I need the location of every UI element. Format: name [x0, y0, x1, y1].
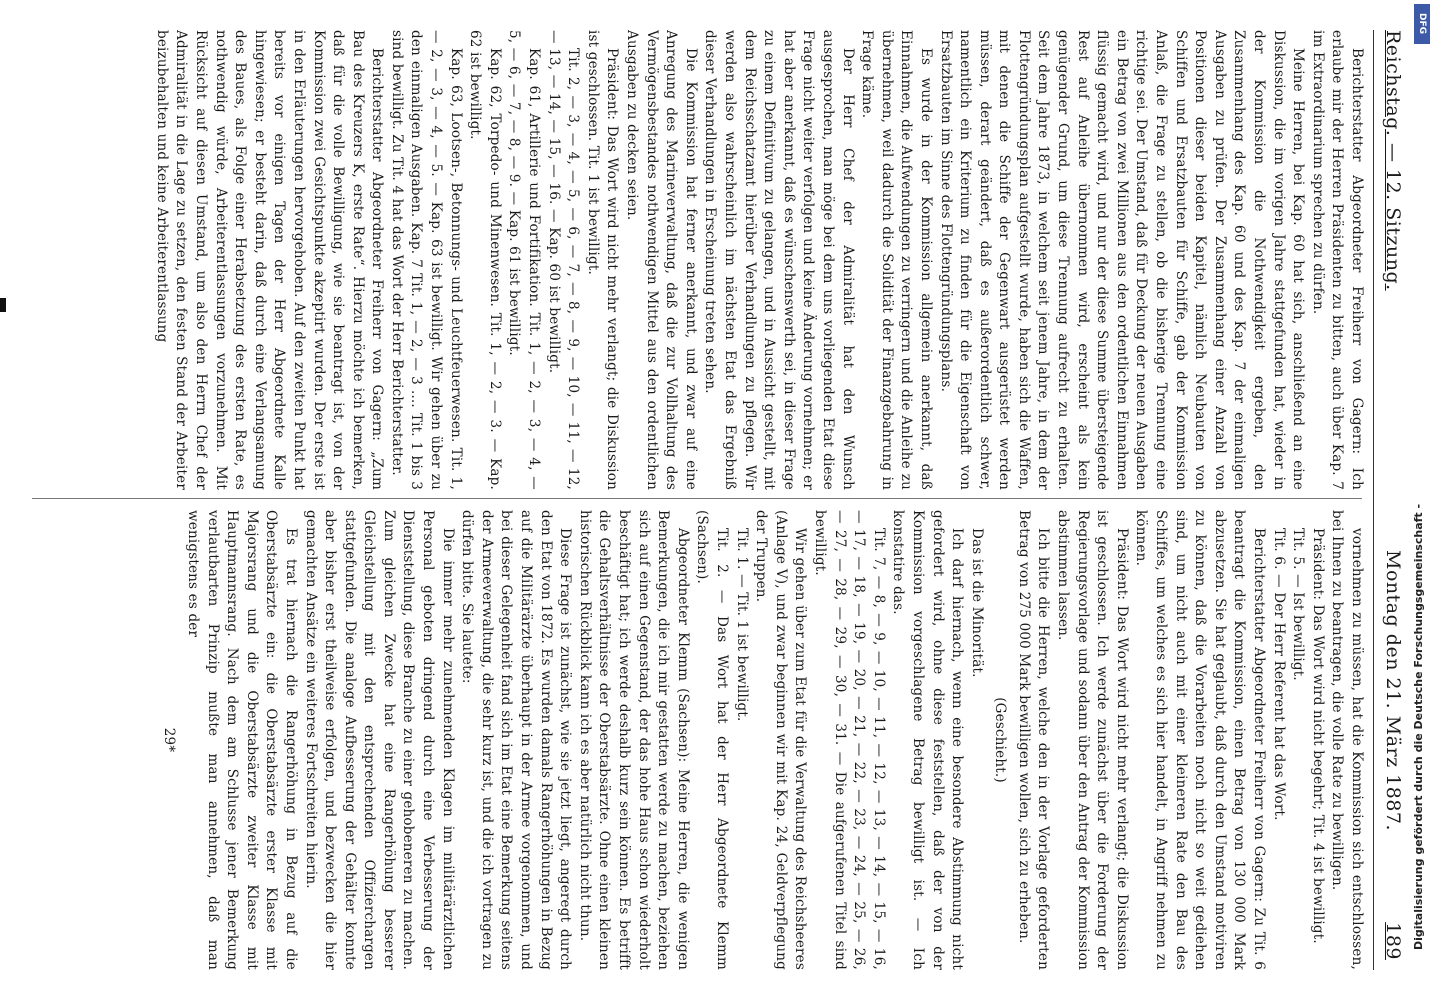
- paragraph: Tit. 2, — 3, — 4, — 5, — 6, — 7, — 8, — 9, — 10, — 11, — 12, — 13, — 14, — 15, — 16. — Kap. 60 ist bewilligt.: [545, 30, 582, 490]
- header-session: Reichstag. — 12. Sitzung.: [1382, 30, 1404, 291]
- paragraph: Es trat hiernach die Rangerhöhung in Bezug auf die Oberstabsärzte ein: die Oberstabsärzte erster Klasse mit Majorsrang und die Oberstabsärzte zweiter Klasse mit Hauptmannsrang. Nach dem am Schlusse jener Bemerkung verlautbarten Prinzip mußte man annehmen, daß man wenigstens es der: [184, 510, 299, 970]
- paragraph: Kap. 61, Artillerie und Fortifikation. Tit. 1, — 2, — 3, — 4, — 5, — 6, — 7, — 8, — 9. — Kap. 61 ist bewilligt.: [506, 30, 543, 490]
- paragraph: Kap. 62, Torpedo- und Minenwesen. Tit. 1, — 2, — 3. — Kap. 62 ist bewilligt.: [467, 30, 503, 490]
- paragraph: Berichterstatter Abgeordneter Freiherr von Gagern: „Zum Bau des Kreuzers K, erste Rate“. Hierzu möchte ich bemerken, daß für die volle Bewilligung, wie sie beantragt ist, von der Kommission zwei Gesichtspunkte akzeptirt wurden. Der erste ist in den Erläuterungen hervorgehoben. Auf den zweiten Punkt hat bereits vor einigen Tagen der Herr Abgeordnete Kalle hingewiesen; er besteht darin, daß durch eine Verlangsamung des Baues, als Folge einer Herabsetzung des ersten Rate, es nothwendig würde, Arbeiterentlassungen vorzunehmen. Mit Rücksicht auf diesen Umstand, um also den Herrn Chef der Admiralität in die Lage zu setzen, den festen Stand der Arbeiter beizubehalten und keine Arbeiterentlassung: [153, 30, 386, 490]
- paragraph: Die immer mehr zunehmenden Klagen im militärärztlichen Personal geboten dringend durch eine Verbesserung der Dienststellung, diese Branche zu einer gehobeneren zu machen. Zum gleichen Zwecke hat eine Rangerhöhung besserer Gleichstellung mit den entsprechenden Offizierchargen stattgefunden. Die analoge Aufbesserung der Gehälter konnte aber bisher erst theilweise erfolgen, und bezwecken die hier gemachten Ansätze ein weiteres Fortschreiten hierin.: [302, 510, 456, 970]
- header-date: Montag den 21. März 1887.: [1382, 550, 1404, 832]
- page-number: 189: [1382, 922, 1404, 960]
- credit-text: Digitalisierung gefördert durch die Deutsche Forschungsgemeinschaft -: [1412, 503, 1425, 950]
- paragraph: Wir gehen über zum Etat für die Verwaltung des Reichsheeres (Anlage V), und zwar beginnen wir mit Kap. 24, Geldverpflegung der Truppen.: [753, 510, 809, 970]
- paragraph: Tit. 2. — Das Wort hat der Herr Abgeordnete Klemm (Sachsen).: [694, 510, 730, 970]
- paragraph: Präsident: Das Wort wird nicht mehr verlangt; die Diskussion ist geschlossen. Ich werde zunächst über die Forderung der Regierungsvorlage und sodann über den Antrag der Kommission abstimmen lassen.: [1055, 510, 1130, 970]
- paragraph: Es wurde in der Kommission allgemein anerkannt, daß Einnahmen, die Aufwendungen zu verringern und die Anleihe zu übernehmen, weil dadurch die Solidität der Finanzgebahrung in Frage käme.: [859, 30, 934, 490]
- paragraph: 29*: [161, 727, 178, 753]
- paragraph: Ich darf hiernach, wenn eine besondere Abstimmung nicht gefordert wird, ohne diese feststellen, daß der von der Kommission vorgeschlagene Betrag bewilligt ist. — Ich konstatire das.: [890, 510, 966, 970]
- paragraph: Der Herr Chef der Admiralität hat den Wunsch ausgesprochen, man möge bei dem uns vorliegenden Etat diese Frage nicht weiter verfolgen und keine Änderung vornehmen; er hat aber anerkannt, daß es wünschenswerth sei, in dieser Frage zu einem Definitivum zu gelangen, und in Aussicht gestellt, mit dem Reichsschatzamt hierüber Verhandlungen zu pflegen. Wir werden also wahrscheinlich im nächsten Etat das Ergebniß dieser Verhandlungen in Erscheinung treten sehen.: [702, 30, 856, 490]
- paragraph: (Geschieht.): [992, 697, 1009, 783]
- digitization-credit: [1412, 50, 1432, 950]
- paragraph: Tit. 7, — 8, — 9, — 10, — 11, — 12, — 13, — 14, — 15, — 16, — 17, — 18, — 19, — 20, — 21, — 22, — 23, — 24, — 25, — 26, — 27, — 28, — 29, — 30, — 31. — Die aufgerufenen Titel sind bewilligt.: [811, 510, 887, 970]
- paragraph: Präsident: Das Wort wird nicht begehrt; Tit. 4 ist bewilligt.: [1309, 528, 1326, 944]
- paragraph: Berichterstatter Abgeordneter Freiherr von Gagern: Ich erlaube mir der Herren Präsidenten zu bitten, auch über Kap. 7 im Extraordinarium sprechen zu dürfen.: [1309, 30, 1365, 490]
- page-header: [1378, 30, 1408, 970]
- paragraph: Tit. 1. — Tit. 1 ist bewilligt.: [733, 528, 750, 722]
- paragraph: Ich bitte die Herren, welche den in der Vorlage geforderten Betrag von 275 000 Mark bewilligen wollen, sich zu erheben.: [1015, 510, 1052, 970]
- left-column: [16, 30, 1366, 490]
- column-divider: [32, 498, 1362, 499]
- paragraph: Diese Frage ist zunächst, wie sie jetzt liegt, angeregt durch den Etat von 1872. Es wurden damals Rangerhöhungen in Bezug auf die Militärärzte überhaupt in der Armee vorgenommen, und bei dieser Gelegenheit fand sich im Etat eine Bemerkung seitens der Armeeverwaltung, die sehr kurz ist, und die ich vortragen zu dürfen bitte. Sie lautete:: [459, 510, 574, 970]
- paragraph: Berichterstatter Abgeordneter Freiherr von Gagern: Zu Tit. 6 beantragt die Kommission, einen Betrag von 130 000 Mark abzusetzen. Sie hat geglaubt, daß durch den Umstand motiviren zu können, daß die Vorarbeiten noch nicht so weit gediehen sind, um nicht auch mit einer kleineren Rate den Bau des Schiffes, um welches es sich hier handelt, in Angriff nehmen zu können.: [1133, 510, 1268, 970]
- paragraph: Die Kommission hat ferner anerkannt, und zwar auf eine Anregung des Marineverwaltung, daß die zur Vollhaltung des Vermögensbestandes nothwendigen Mittel aus den ordentlichen Ausgaben zu decken seien.: [624, 30, 699, 490]
- header-rule: [1373, 30, 1374, 970]
- dfg-logo: DFG: [1414, 4, 1430, 44]
- paragraph: Präsident: Das Wort wird nicht mehr verlangt; die Diskussion ist geschlossen. Tit. 1 ist bewilligt.: [584, 30, 621, 490]
- paragraph: Kap. 63, Lootsen-, Betonnungs- und Leuchtfeuerwesen. Tit. 1, — 2, — 3, — 4, — 5. — Kap. 63 ist bewilligt. Wir gehen über zu den einmaligen Ausgaben. Kap. 7 Tit. 1, — 2, — 3 .... Tit. 1 bis 3 sind bewilligt. Zu Tit. 4 hat das Wort der Herr Berichterstatter.: [388, 30, 464, 490]
- paragraph: Tit. 6. — Der Herr Referent hat das Wort.: [1270, 528, 1287, 821]
- paragraph: Das ist die Minorität.: [968, 528, 985, 678]
- paragraph: Meine Herren, bei Kap. 60 hat sich, anschließend an eine Diskussion, die im vorigen Jahre stattgefunden hat, wieder in der Kommission die Nothwendigkeit ergeben, den Zusammenhang des Kap. 60 und des Kap. 7 der einmaligen Ausgaben zu prüfen. Der Zusammenhang einer Anzahl von Positionen dieser beiden Kapitel, nämlich Neubauten von Schiffen und Ersatzbauten für Schiffe, gab der Kommission Anlaß, die Frage zu stellen, ob die bisherige Trennung eine richtige sei. Der Umstand, daß für Deckung der neuen Ausgaben ein Betrag von zwei Millionen aus den ordentlichen Einnahmen flüssig gemacht wird, und nur der diese Summe übersteigende Rest auf Anleihe übernommen wird, erscheint als kein genügender Grund, um diese Trennung aufrecht zu erhalten. Seit dem Jahre 1873, in welchem seit jenem Jahre, in dem der Flottengründungsplan aufgestellt wurde, haben sich die Waffen, mit denen die Schiffe der Gegenwart ausgerüstet werden müssen, derart geändert, daß es außerordentlich schwer, namentlich ein Kriterium zu finden für die Eigenschaft von Ersatzbauten im Sinne des Flottengründungsplans.: [937, 30, 1307, 490]
- paragraph: Tit. 5. — Ist bewilligt.: [1290, 528, 1307, 681]
- paragraph: Abgeordneter Klemm (Sachsen): Meine Herren, die wenigen Bemerkungen, die ich mir gestatten werde zu machen, beziehen sich auf einen Gegenstand, der das hohe Haus schon wiederholt beschäftigt hat; ich werde deshalb kurz sein können. Es betrifft die Gehaltsverhältnisse der Oberstabsärzte. Ohne einen kleinen historischen Rückblick kann ich es aber natürlich nicht thun.: [576, 510, 691, 970]
- right-column: [16, 510, 1366, 970]
- paragraph: vornehmen zu müssen, hat die Kommission sich entschlossen, bei Ihnen zu beantragen, die volle Rate zu bewilligen.: [1329, 510, 1365, 970]
